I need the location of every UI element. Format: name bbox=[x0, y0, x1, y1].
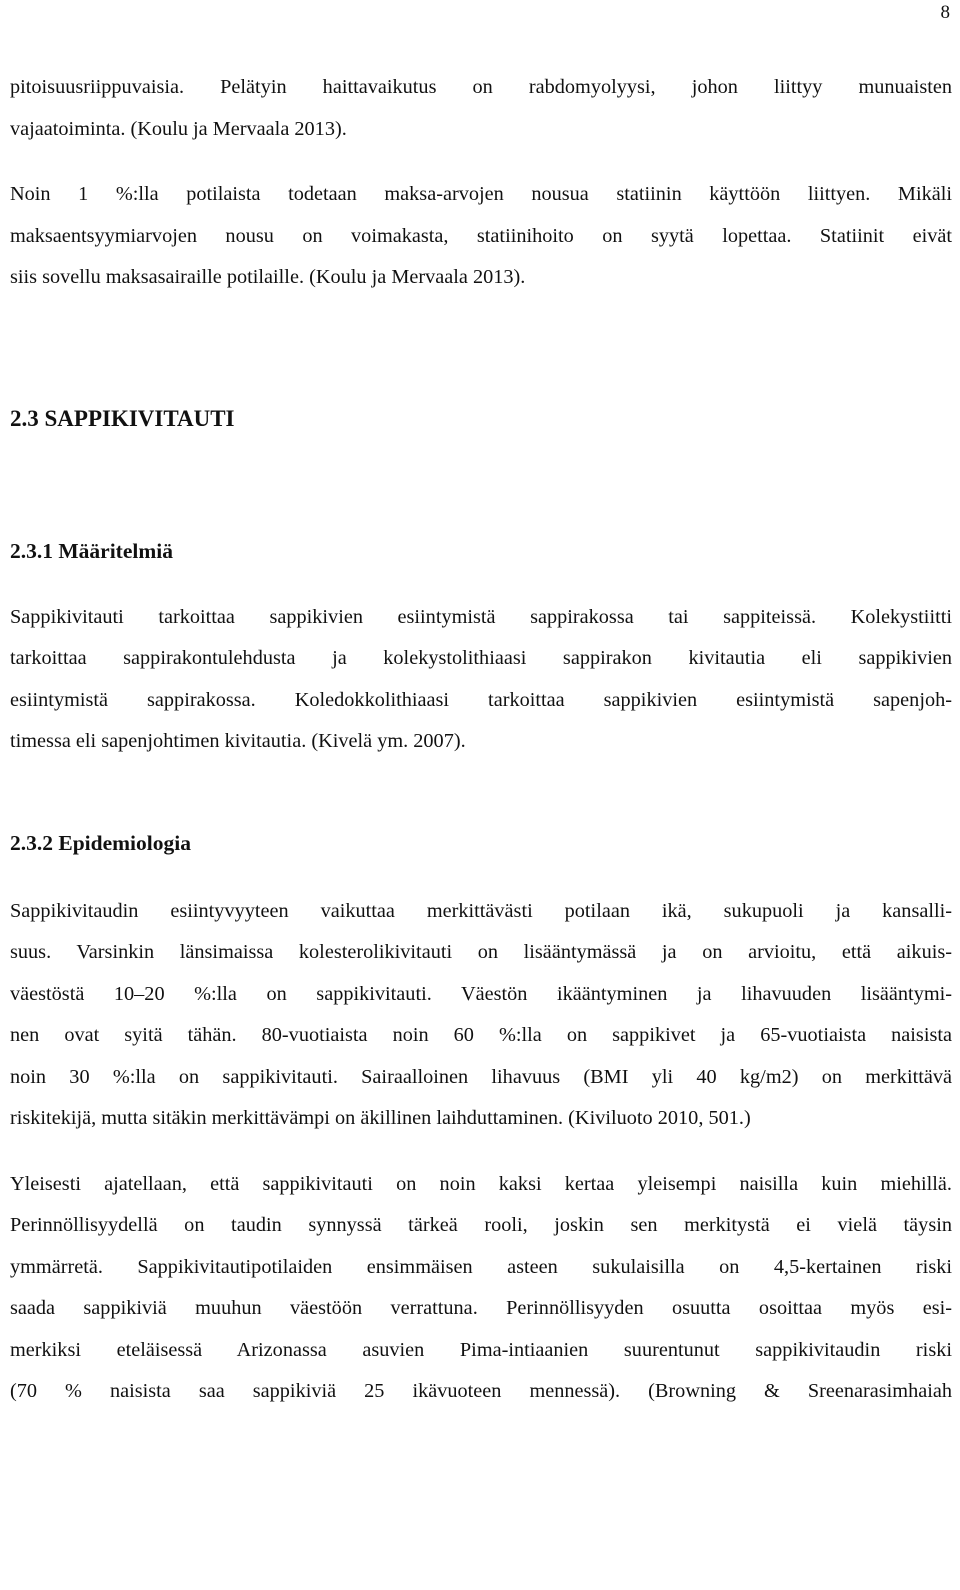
paragraph-epidemiology-1 bbox=[10, 891, 952, 1140]
paragraph-intro bbox=[10, 67, 952, 150]
text-line: väestöstä 10–20 %:lla on sappikivitauti. Väestön ikääntyminen ja lihavuuden lisääntymi- bbox=[10, 982, 952, 1005]
text-line: vajaatoiminta. (Koulu ja Mervaala 2013). bbox=[10, 117, 347, 140]
text-line: siis sovellu maksasairaille potilaille. (Koulu ja Mervaala 2013). bbox=[10, 266, 526, 288]
text-line: tarkoittaa sappirakontulehdusta ja kolekystolithiaasi sappirakon kivitautia eli sappikivien bbox=[10, 647, 952, 669]
text-line: Perinnöllisyydellä on taudin synnyssä tärkeä rooli, joskin sen merkitystä ei vielä täysin bbox=[10, 1214, 952, 1236]
paragraph-liver bbox=[10, 174, 952, 299]
paragraph-epidemiology-2 bbox=[10, 1164, 952, 1413]
text-line: riskitekijä, mutta sitäkin merkittävämpi on äkillinen laihduttaminen. (Kiviluoto 2010, 501.) bbox=[10, 1107, 751, 1129]
text-line: noin 30 %:lla on sappikivitauti. Sairaalloinen lihavuus (BMI yli 40 kg/m2) on merkittävä bbox=[10, 1065, 952, 1088]
text-line: ymmärretä. Sappikivitautipotilaiden ensimmäisen asteen sukulaisilla on 4,5-kertainen riski bbox=[10, 1255, 952, 1278]
subsection-heading-epidemiology: 2.3.2 Epidemiologia bbox=[10, 830, 191, 855]
page-number: 8 bbox=[940, 2, 950, 23]
text-line: esiintymistä sappirakossa. Koledokkolithiaasi tarkoittaa sappikivien esiintymistä sapenjoh- bbox=[10, 688, 952, 711]
text-line: timessa eli sapenjohtimen kivitautia. (Kivelä ym. 2007). bbox=[10, 730, 466, 752]
subsection-heading-definitions: 2.3.1 Määritelmiä bbox=[10, 538, 173, 563]
text-line: nen ovat syitä tähän. 80-vuotiaista noin 60 %:lla on sappikivet ja 65-vuotiaista naisista bbox=[10, 1024, 952, 1046]
text-line: Noin 1 %:lla potilaista todetaan maksa-arvojen nousua statiinin käyttöön liittyen. Mikäli bbox=[10, 183, 952, 205]
document-body bbox=[10, 67, 952, 1413]
section-heading: 2.3 SAPPIKIVITAUTI bbox=[10, 405, 235, 431]
text-line: Sappikivitaudin esiintyvyyteen vaikuttaa merkittävästi potilaan ikä, sukupuoli ja kansalli- bbox=[10, 899, 952, 922]
text-line: saada sappikiviä muuhun väestöön verrattuna. Perinnöllisyyden osuutta osoittaa myös esi- bbox=[10, 1297, 952, 1319]
text-line: (70 % naisista saa sappikiviä 25 ikävuoteen mennessä). (Browning & Sreenarasimhaiah bbox=[10, 1380, 952, 1402]
text-line: Yleisesti ajatellaan, että sappikivitauti on noin kaksi kertaa yleisempi naisilla kuin miehillä. bbox=[10, 1172, 952, 1195]
text-line: maksaentsyymiarvojen nousu on voimakasta, statiinihoito on syytä lopettaa. Statiinit eivät bbox=[10, 224, 952, 247]
text-line: Sappikivitauti tarkoittaa sappikivien esiintymistä sappirakossa tai sappiteissä. Kolekystiitti bbox=[10, 605, 952, 628]
text-line: merkiksi eteläisessä Arizonassa asuvien Pima-intiaanien suurentunut sappikivitaudin riski bbox=[10, 1338, 952, 1361]
text-line: pitoisuusriippuvaisia. Pelätyin haittavaikutus on rabdomyolyysi, johon liittyy munuaisten bbox=[10, 76, 952, 98]
paragraph-definitions bbox=[10, 597, 952, 763]
text-line: suus. Varsinkin länsimaissa kolesterolikivitauti on lisääntymässä ja on arvioitu, että aikuis- bbox=[10, 941, 952, 963]
